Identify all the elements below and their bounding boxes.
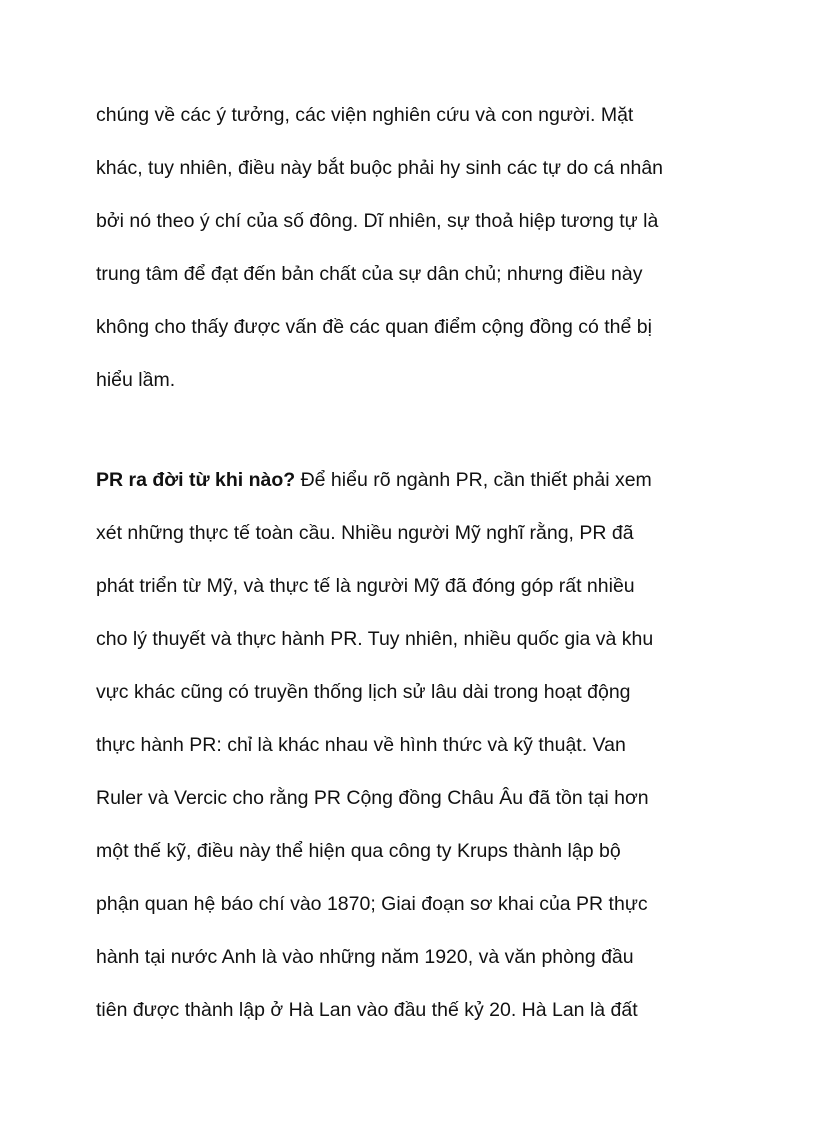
text-line: tiên được thành lập ở Hà Lan vào đầu thế kỷ 20. Hà Lan là đất [96, 999, 638, 1021]
first-line-text: Để hiểu rõ ngành PR, cần thiết phải xem [295, 469, 652, 491]
text-line: xét những thực tế toàn cầu. Nhiều người Mỹ nghĩ rằng, PR đã [96, 522, 634, 544]
text-line: không cho thấy được vấn đề các quan điểm cộng đồng có thể bị [96, 316, 652, 338]
text-line: chúng về các ý tưởng, các viện nghiên cứu và con người. Mặt [96, 104, 634, 126]
text-line: trung tâm để đạt đến bản chất của sự dân chủ; nhưng điều này [96, 263, 643, 285]
text-line: thực hành PR: chỉ là khác nhau về hình thức và kỹ thuật. Van [96, 734, 626, 756]
text-line: hành tại nước Anh là vào những năm 1920, và văn phòng đầu [96, 946, 634, 968]
text-line: bởi nó theo ý chí của số đông. Dĩ nhiên, sự thoả hiệp tương tự là [96, 210, 659, 232]
text-line: một thế kỹ, điều này thể hiện qua công ty Krups thành lập bộ [96, 840, 621, 862]
text-line: phát triển từ Mỹ, và thực tế là người Mỹ đã đóng góp rất nhiều [96, 575, 635, 597]
text-line: Ruler và Vercic cho rằng PR Cộng đồng Châu Âu đã tồn tại hơn [96, 787, 649, 809]
paragraph-heading: PR ra đời từ khi nào? [96, 469, 296, 491]
text-line: hiểu lầm. [96, 369, 176, 391]
text-line [96, 468, 652, 492]
text-line: vực khác cũng có truyền thống lịch sử lâu dài trong hoạt động [96, 681, 631, 703]
text-line: cho lý thuyết và thực hành PR. Tuy nhiên, nhiều quốc gia và khu [96, 628, 654, 650]
text-line: phận quan hệ báo chí vào 1870; Giai đoạn sơ khai của PR thực [96, 893, 648, 915]
text-line: khác, tuy nhiên, điều này bắt buộc phải hy sinh các tự do cá nhân [96, 157, 664, 179]
